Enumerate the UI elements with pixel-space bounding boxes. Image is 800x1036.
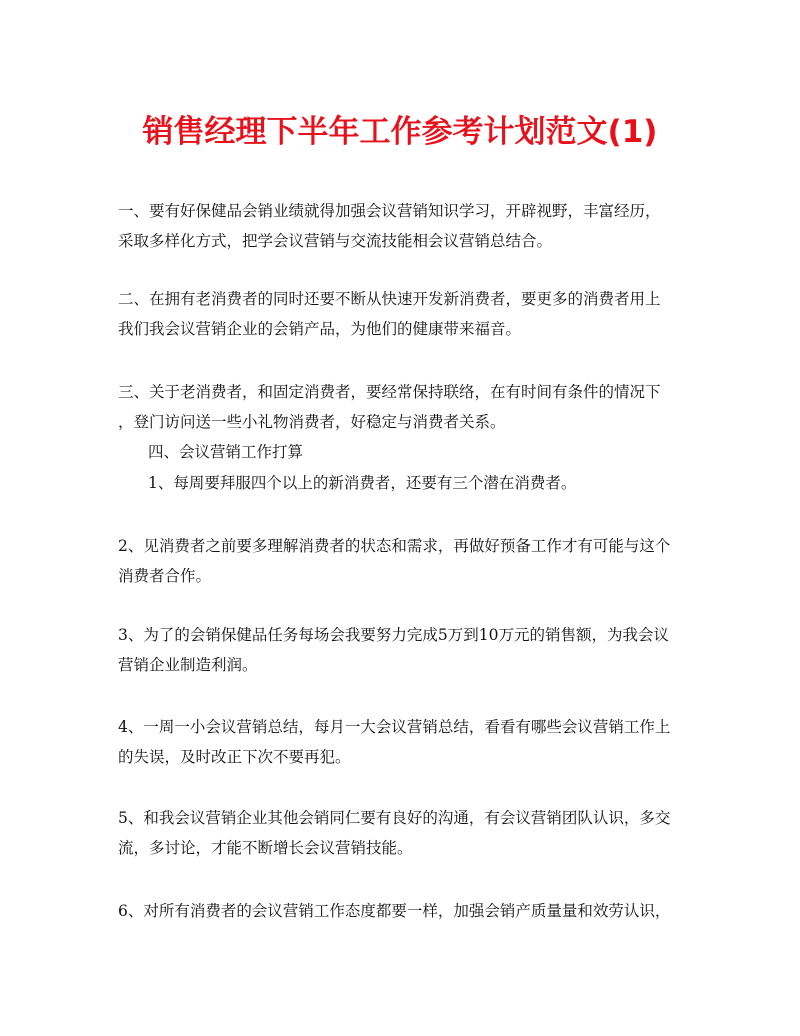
paragraph-line: 采取多样化方式，把学会议营销与交流技能相会议营销总结合。 xyxy=(118,232,553,250)
paragraph-9 xyxy=(118,803,678,863)
paragraph-line: 2、见消费者之前要多理解消费者的状态和需求，再做好预备工作才有可能与这个 xyxy=(118,537,671,555)
paragraph-line: 一、要有好保健品会销业绩就得加强会议营销知识学习，开辟视野，丰富经历， xyxy=(118,202,661,220)
paragraph-line: 的失误，及时改正下次不要再犯。 xyxy=(118,748,351,766)
paragraph-line: 1、每周要拜服四个以上的新消费者，还要有三个潜在消费者。 xyxy=(148,474,577,492)
paragraph-line: 流，多讨论，才能不断增长会议营销技能。 xyxy=(118,839,413,857)
paragraph-line: 3、为了的会销保健品任务每场会我要努力完成5万到10万元的销售额，为我会议 xyxy=(118,626,669,644)
paragraph-3 xyxy=(118,377,678,437)
paragraph-7 xyxy=(118,620,678,680)
paragraph-line: 6、对所有消费者的会议营销工作态度都要一样，加强会销产质量量和效劳认识， xyxy=(118,902,671,920)
paragraph-2 xyxy=(118,284,678,344)
paragraph-line: 营销企业制造利润。 xyxy=(118,656,258,674)
paragraph-line: 三、关于老消费者，和固定消费者，要经常保持联络，在有时间有条件的情况下 xyxy=(118,383,661,401)
paragraph-4-heading xyxy=(118,437,708,467)
paragraph-line: 消费者合作。 xyxy=(118,567,212,585)
paragraph-line: ，登门访问送一些小礼物消费者，好稳定与消费者关系。 xyxy=(118,413,506,431)
paragraph-line: 4、一周一小会议营销总结，每月一大会议营销总结，看看有哪些会议营销工作上 xyxy=(118,718,671,736)
paragraph-line: 二、在拥有老消费者的同时还要不断从快速开发新消费者，要更多的消费者用上 xyxy=(118,290,661,308)
document-title: 销售经理下半年工作参考计划范文(1) xyxy=(142,114,658,150)
paragraph-10 xyxy=(118,896,678,926)
paragraph-1 xyxy=(118,196,678,256)
paragraph-line: 四、会议营销工作打算 xyxy=(148,443,304,461)
paragraph-5 xyxy=(118,468,708,498)
paragraph-line: 我们我会议营销企业的会销产品，为他们的健康带来福音。 xyxy=(118,320,522,338)
paragraph-6 xyxy=(118,531,678,591)
paragraph-line: 5、和我会议营销企业其他会销同仁要有良好的沟通，有会议营销团队认识，多交 xyxy=(118,809,671,827)
paragraph-8 xyxy=(118,712,678,772)
